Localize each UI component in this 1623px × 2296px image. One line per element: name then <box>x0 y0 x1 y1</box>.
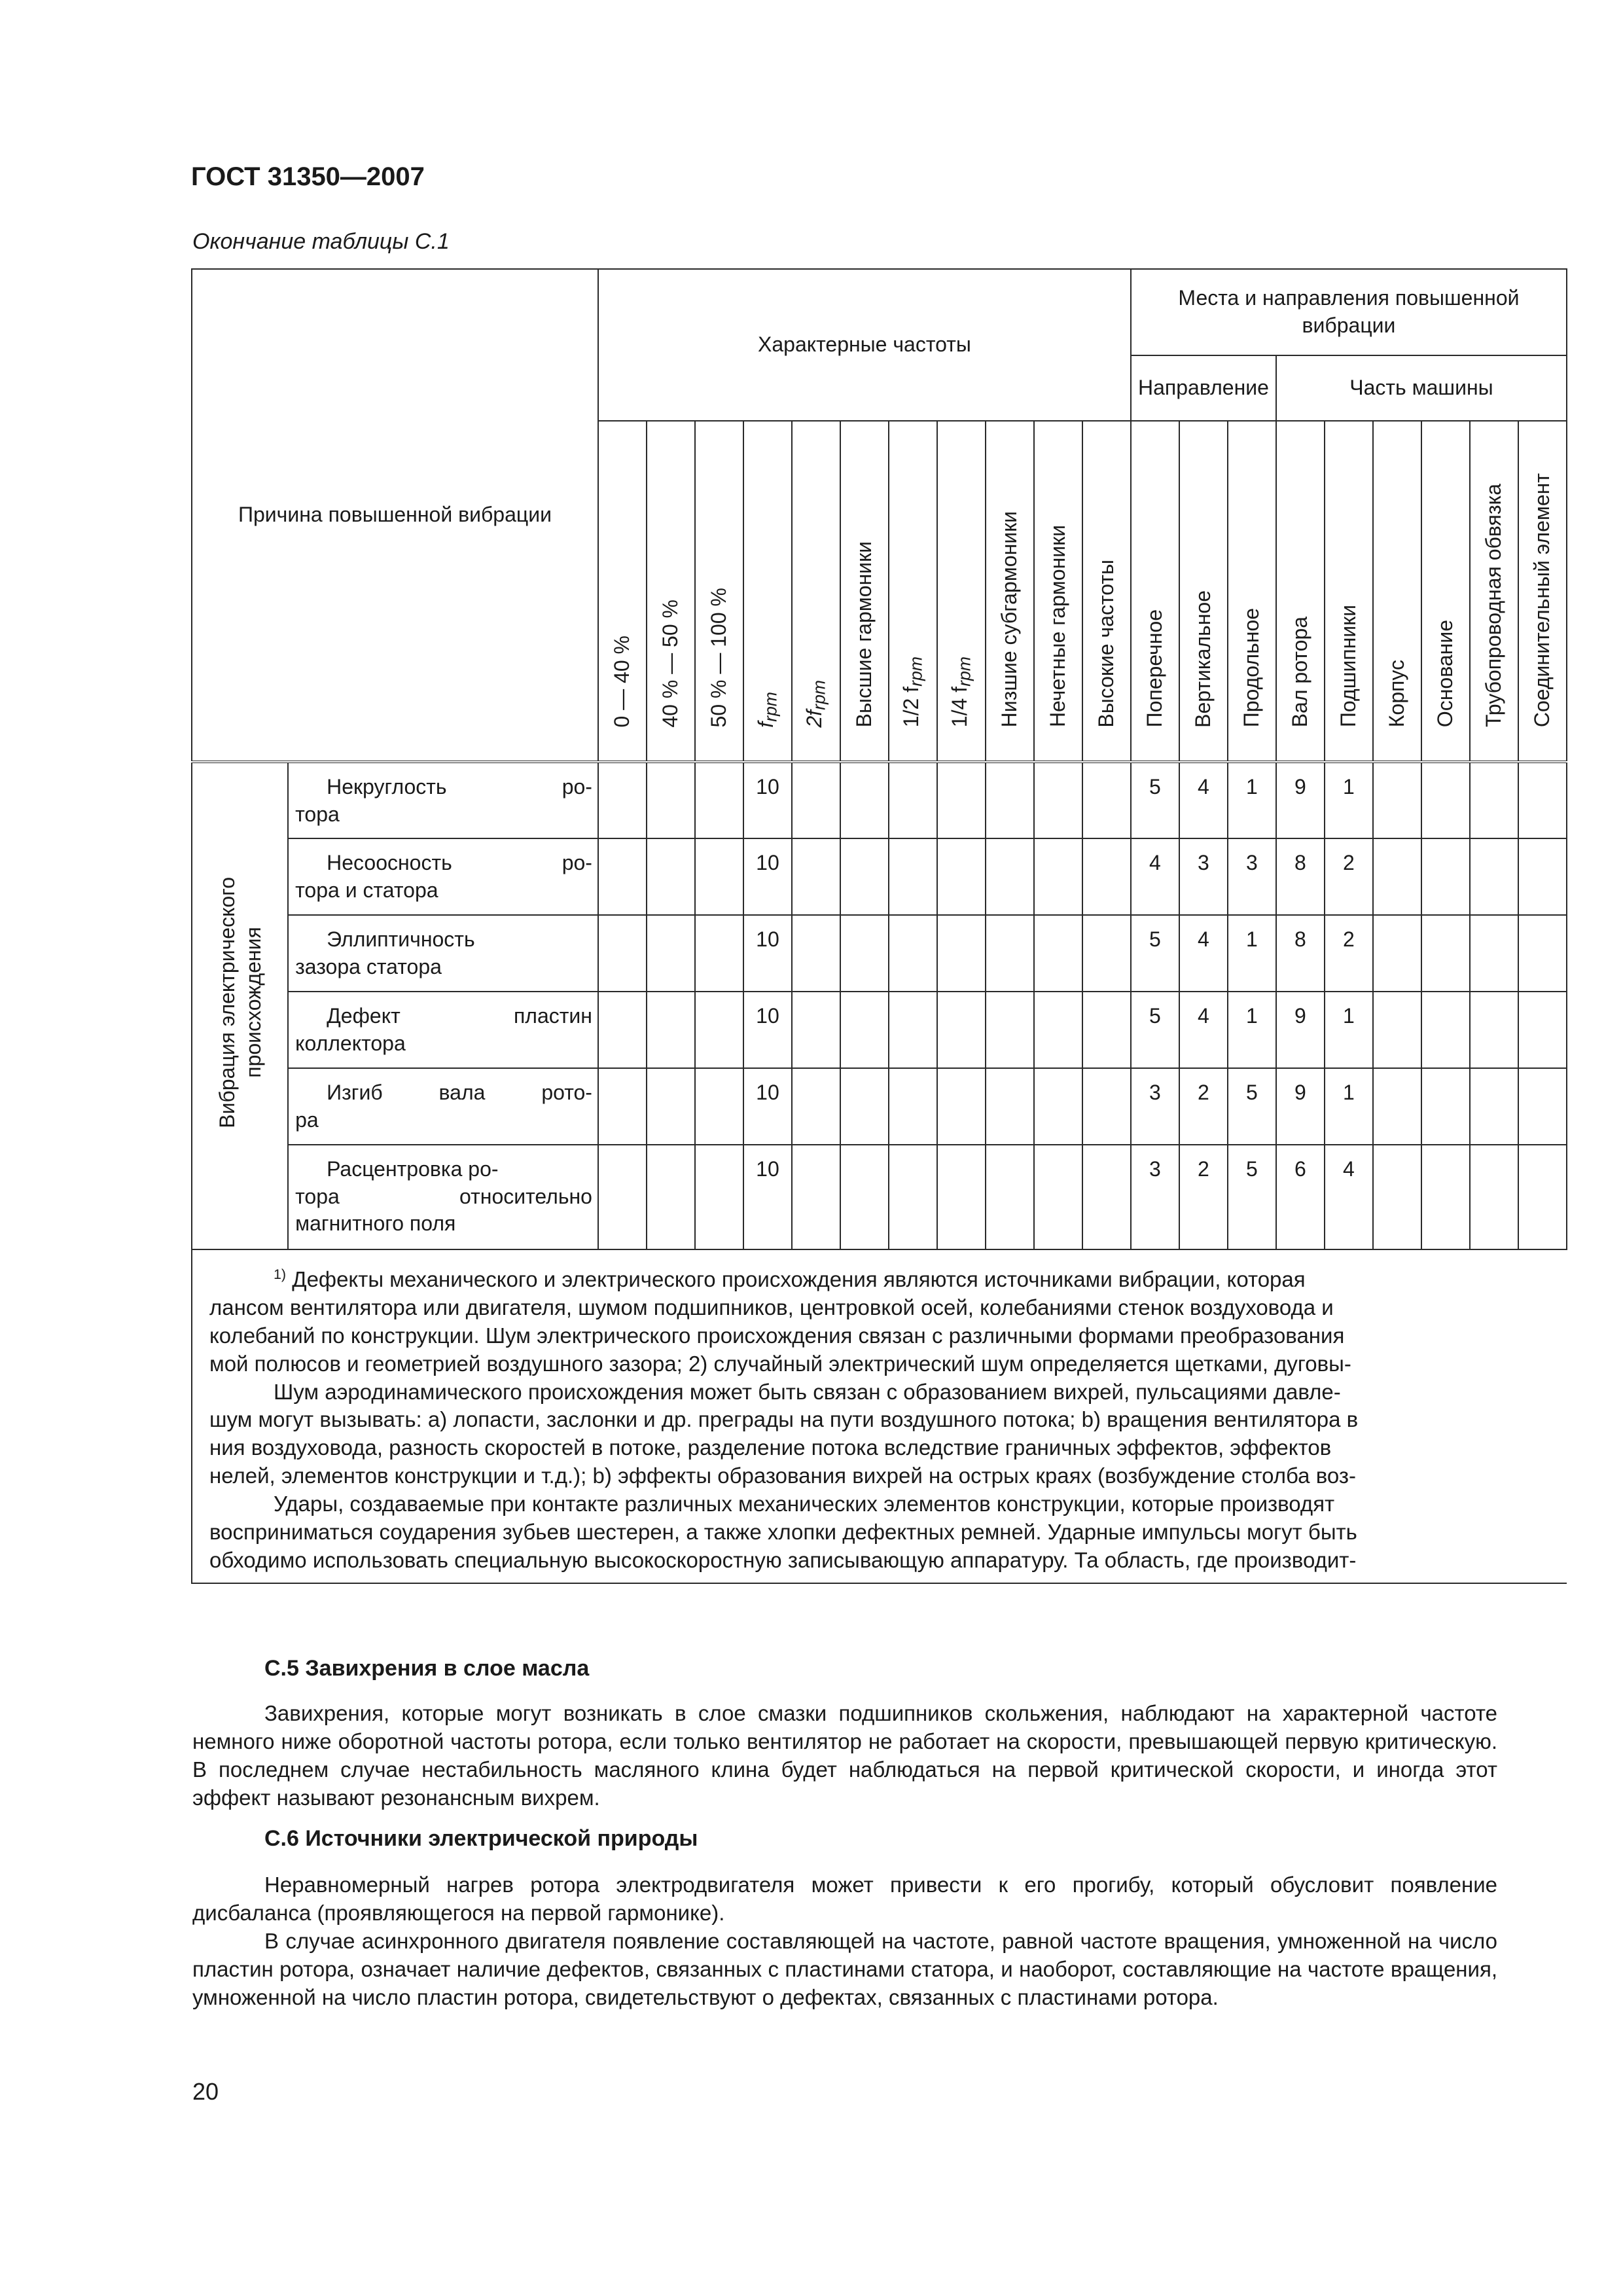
section-c6-title: С.6 Источники электрической природы <box>264 1826 698 1851</box>
col-rotor-shaft: Вал ротора <box>1276 421 1325 762</box>
cell-frpm: 10 <box>743 915 792 992</box>
cell-frpm: 10 <box>743 1068 792 1145</box>
table-row <box>192 1145 1567 1249</box>
cell-frpm: 10 <box>743 838 792 915</box>
col-housing: Корпус <box>1373 421 1421 762</box>
direction-header: Направление <box>1131 355 1276 421</box>
cell-frpm: 10 <box>743 762 792 838</box>
col-odd-harmonics: Нечетные гармоники <box>1034 421 1082 762</box>
row-cause: Несоосность ро- тора и статора <box>288 838 598 915</box>
cell-vertical: 3 <box>1179 838 1228 915</box>
col-vertical: Вертикальное <box>1179 421 1228 762</box>
col-piping: Трубопроводная обвязка <box>1470 421 1518 762</box>
table-row <box>192 1068 1567 1145</box>
row-cause: Дефект пластин коллектора <box>288 992 598 1068</box>
freq-header: Характерные частоты <box>598 269 1131 421</box>
table-row <box>192 992 1567 1068</box>
table-caption: Окончание таблицы С.1 <box>192 229 450 254</box>
cell-transverse: 3 <box>1131 1068 1179 1145</box>
cell-rotor-shaft: 8 <box>1276 838 1325 915</box>
col-40-50: 40 % — 50 % <box>647 421 695 762</box>
cell-longitudinal: 1 <box>1228 992 1276 1068</box>
col-coupling: Соединительный элемент <box>1518 421 1567 762</box>
cell-transverse: 4 <box>1131 838 1179 915</box>
row-cause: Некруглость ро- тора <box>288 762 598 838</box>
cell-transverse: 5 <box>1131 762 1179 838</box>
cell-longitudinal: 1 <box>1228 762 1276 838</box>
group-label: Вибрация электрического происхождения <box>192 762 288 1249</box>
col-50-100: 50 % — 100 % <box>695 421 743 762</box>
cell-longitudinal: 5 <box>1228 1068 1276 1145</box>
cell-vertical: 2 <box>1179 1068 1228 1145</box>
cause-header: Причина повышенной вибрации <box>192 269 598 762</box>
document-header: ГОСТ 31350—2007 <box>191 162 425 191</box>
col-high-frequencies: Высокие частоты <box>1082 421 1131 762</box>
section-c5-title: С.5 Завихрения в слое масла <box>264 1656 590 1681</box>
col-0-40: 0 — 40 % <box>598 421 647 762</box>
cell-rotor-shaft: 9 <box>1276 1068 1325 1145</box>
cell-frpm: 10 <box>743 992 792 1068</box>
cell-vertical: 4 <box>1179 915 1228 992</box>
section-c6-text: Неравномерный нагрев ротора электродвигателя может привести к его прогибу, который обусловит появление дисбаланса (проявляющегося на первой гармонике). В случае асинхронного двигателя появление составляющей на частоте, равной частоте вращения, умноженной на число пластин ротора, означает наличие дефектов, связанных с пластинами статора, и наоборот, составляющие на частоте вращения, умноженной на число пластин ротора, свидетельствуют о дефектах, связанных с пластинами ротора. <box>192 1873 1497 2009</box>
col-longitudinal: Продольное <box>1228 421 1276 762</box>
col-quarter-frpm: 1/4 $f_{rpm}$ <box>937 421 986 762</box>
cell-vertical: 4 <box>1179 762 1228 838</box>
col-bearings: Подшипники <box>1325 421 1373 762</box>
cell-rotor-shaft: 9 <box>1276 762 1325 838</box>
col-lower-subharmonics: Низшие субгармоники <box>986 421 1034 762</box>
table-row <box>192 915 1567 992</box>
cell-rotor-shaft: 8 <box>1276 915 1325 992</box>
row-cause: Эллиптичность зазора статора <box>288 915 598 992</box>
table-footnote: $^{1)}$ Дефекты механического и электрического происхождения являются источниками вибрации, которая лансом вентилятора или двигателя, шумом подшипников, центровкой осей, колебаниями стенок воздуховода и колебаний по конструкции. Шум электрического происхождения связан с различными формами преобразования мой полюсов и геометрией воздушного зазора; 2) случайный электрический шум определяется щетками, дуговы- Шум аэродинамического происхождения может быть связан с образованием вихрей, пульсациями давле- шум могут вызывать: a) лопасти, заслонки и др. преграды на пути воздушного потока; b) вращения вентилятора в ния воздуховода, разность скоростей в потоке, разделение потока вследствие граничных эффектов, эффектов нелей, элементов конструкции и т.д.); b) эффекты образования вихрей на острых краях (возбуждение столба воз- Удары, создаваемые при контакте различных механических элементов конструкции, которые производят восприниматься соударения зубьев шестерен, а также хлопки дефектных ремней. Ударные импульсы могут быть обходимо использовать специальную высокоскоростную записывающую аппаратуру. Та область, где производит- <box>192 1249 1567 1583</box>
row-cause: Расцентровка ро- тора относительно магнитного поля <box>288 1145 598 1249</box>
cell-bearings: 2 <box>1325 915 1373 992</box>
col-2frpm: $2f_{rpm}$ <box>792 421 840 762</box>
cell-rotor-shaft: 6 <box>1276 1145 1325 1249</box>
col-transverse: Поперечное <box>1131 421 1179 762</box>
row-cause: Изгиб вала рото- ра <box>288 1068 598 1145</box>
cell-rotor-shaft: 9 <box>1276 992 1325 1068</box>
cell-bearings: 1 <box>1325 762 1373 838</box>
cell-bearings: 2 <box>1325 838 1373 915</box>
page-number: 20 <box>192 2078 219 2105</box>
cell-bearings: 4 <box>1325 1145 1373 1249</box>
table-row <box>192 838 1567 915</box>
places-header: Места и направления повышенной вибрации <box>1131 269 1567 355</box>
cell-vertical: 2 <box>1179 1145 1228 1249</box>
col-half-frpm: 1/2 $f_{rpm}$ <box>889 421 937 762</box>
cell-longitudinal: 1 <box>1228 915 1276 992</box>
cell-bearings: 1 <box>1325 1068 1373 1145</box>
cell-longitudinal: 5 <box>1228 1145 1276 1249</box>
col-base: Основание <box>1421 421 1470 762</box>
cell-transverse: 3 <box>1131 1145 1179 1249</box>
cell-transverse: 5 <box>1131 992 1179 1068</box>
cell-transverse: 5 <box>1131 915 1179 992</box>
cell-vertical: 4 <box>1179 992 1228 1068</box>
vibration-table <box>191 268 1567 1584</box>
part-header: Часть машины <box>1276 355 1567 421</box>
col-frpm: $f_{rpm}$ <box>743 421 792 762</box>
table-row <box>192 762 1567 838</box>
section-c5-text: Завихрения, которые могут возникать в слое смазки подшипников скольжения, наблюдают на характерной частоте немного ниже оборотной частоты ротора, если только вентилятор не работает на скорости, превышающей первую критическую. В последнем случае нестабильность масляного клина будет наблюдаться на первой критической скорости, и иногда этот эффект называют резонансным вихрем. <box>192 1701 1497 1810</box>
col-higher-harmonics: Высшие гармоники <box>840 421 889 762</box>
cell-longitudinal: 3 <box>1228 838 1276 915</box>
cell-bearings: 1 <box>1325 992 1373 1068</box>
cell-frpm: 10 <box>743 1145 792 1249</box>
